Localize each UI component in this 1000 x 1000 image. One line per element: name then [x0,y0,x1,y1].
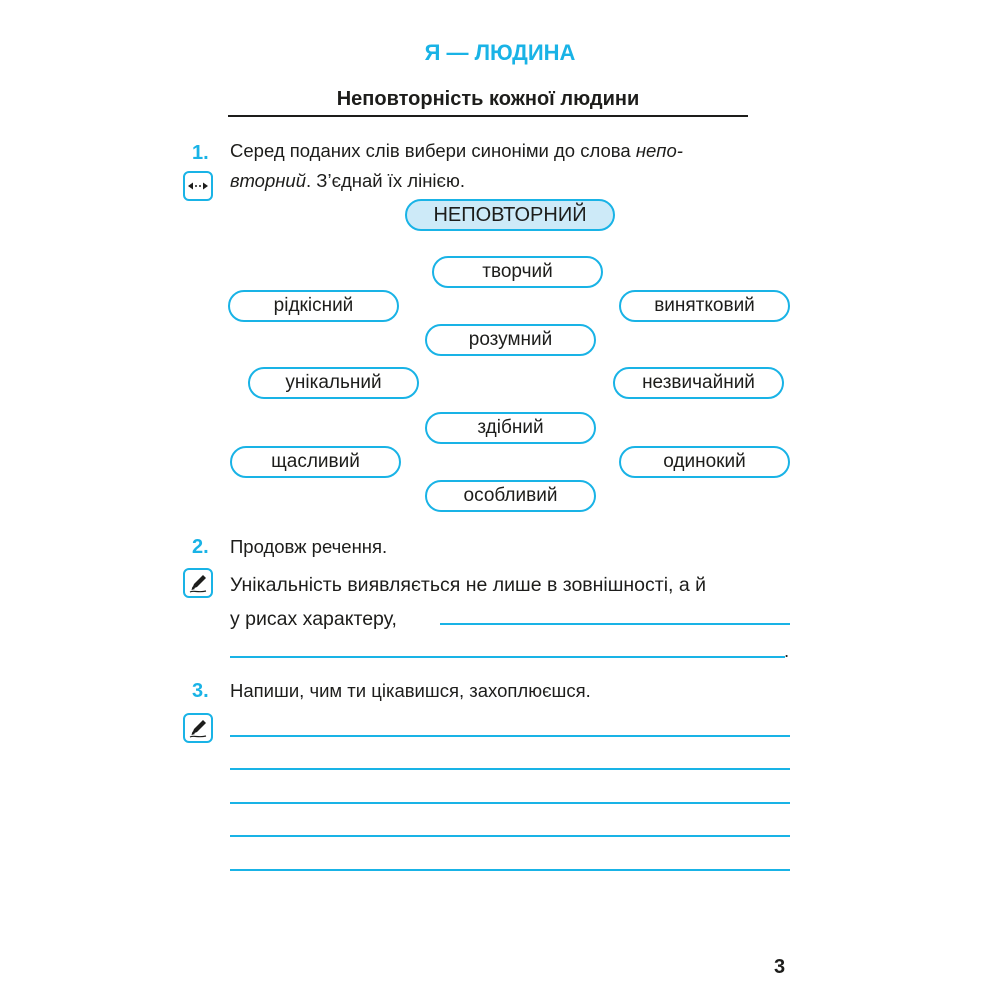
task-3-answer-line-1[interactable] [230,735,790,737]
word-box-vyniatkovyi[interactable]: винятковий [619,290,790,322]
main-word-box: НЕПОВТОРНИЙ [405,199,615,231]
task-3-number: 3. [192,680,209,702]
word-box-zdibnyi[interactable]: здібний [425,412,596,444]
unit-title: Я — ЛЮДИНА [424,40,576,65]
task-3-answer-line-5[interactable] [230,869,790,871]
task-3-instruction: Напиши, чим ти цікавишся, захоплюєшся. [230,680,591,701]
task-1-text-part1: Серед поданих слів вибери синоніми до слова [230,140,636,161]
task-2-sentence-line1: Унікальність виявляється не лише в зовнішності, а й [230,574,707,596]
word-box-osoblyvyi[interactable]: особливий [425,480,596,512]
task-1-text [230,136,795,196]
word-box-rozumnyi[interactable]: розумний [425,324,596,356]
task-2-answer-line-1[interactable] [440,623,790,625]
word-box-shchaslyvyi[interactable]: щасливий [230,446,401,478]
task-2-number: 2. [192,536,209,558]
connect-arrows-icon [183,171,213,201]
word-box-odynokyi[interactable]: одинокий [619,446,790,478]
task-3-answer-line-4[interactable] [230,835,790,837]
task-1-text-italic: непо- [635,140,683,161]
task-3-answer-line-3[interactable] [230,802,790,804]
task-1-number: 1. [192,142,209,164]
task-3-answer-line-2[interactable] [230,768,790,770]
page-number: 3 [774,956,786,978]
task-1-text-part2: . З’єднай їх лінією. [306,170,465,191]
pencil-icon [183,713,213,743]
word-box-ridkisnyi[interactable]: рідкісний [228,290,399,322]
task-2-instruction: Продовж речення. [230,536,388,557]
task-2-end-period: . [784,640,790,661]
pencil-icon [183,568,213,598]
word-box-tvorchyi[interactable]: творчий [432,256,603,288]
task-1-text-italic2: вторний [230,170,306,191]
title-underline [228,115,748,117]
word-box-unikalnyi[interactable]: унікальний [248,367,419,399]
task-2-sentence-line2: у рисах характеру, [230,608,397,630]
word-box-nezvychainyi[interactable]: незвичайний [613,367,784,399]
task-2-answer-line-2[interactable] [230,656,785,658]
lesson-title: Неповторність кожної людини [336,88,640,110]
